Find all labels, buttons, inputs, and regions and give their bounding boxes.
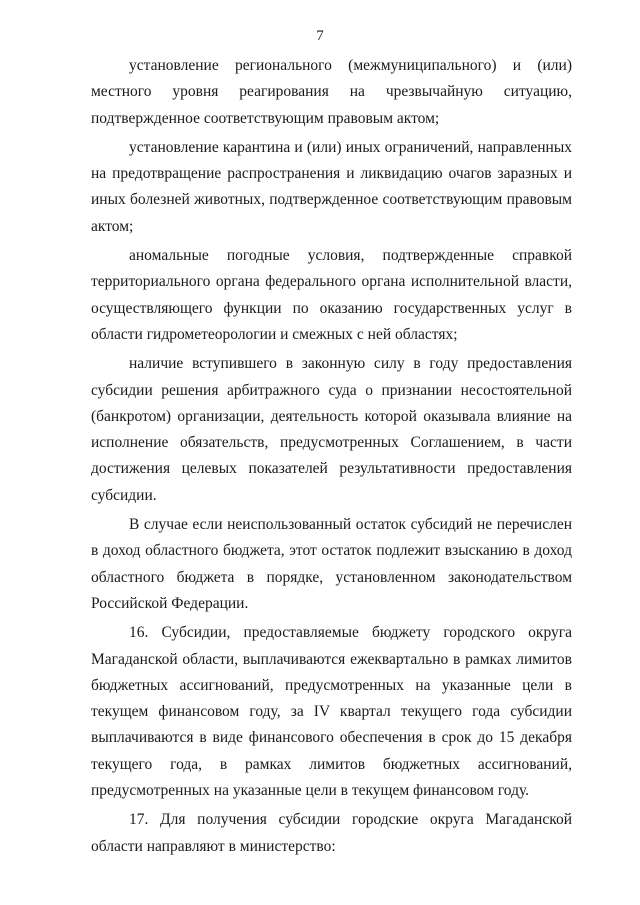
paragraph-item-17: 17. Для получения субсидии городские округа Магаданской области направляют в министерство: <box>91 811 572 855</box>
paragraph-unused-balance: В случае если неиспользованный остаток субсидий не перечислен в доход областного бюджета, этот остаток подлежит взысканию в доход областного бюджета в порядке, установленном законодательством Российской Федерации. <box>91 516 572 612</box>
paragraph-bankruptcy: наличие вступившего в законную силу в году предоставления субсидии решения арбитражного суда о признании несостоятельной (банкротом) организации, деятельность которой оказывала влияние на исполнение обязательств, предусмотренных Соглашением, в части достижения целевых показателей результативности предоставления субсидии. <box>91 355 572 504</box>
paragraph-item-16: 16. Субсидии, предоставляемые бюджету городского округа Магаданской области, выплачиваются ежеквартально в рамках лимитов бюджетных ассигнований, предусмотренных на указанные цели в текущем финансовом году, за IV квартал текущего года субсидии выплачиваются в виде финансового обеспечения в срок до 15 декабря текущего года, в рамках лимитов бюджетных ассигнований, предусмотренных на указанные цели в текущем финансовом году. <box>91 624 572 800</box>
document-body <box>91 53 572 863</box>
paragraph-regional-emergency: установление регионального (межмуниципального) и (или) местного уровня реагирования на чрезвычайную ситуацию, подтвержденное соответствующим правовым актом; <box>91 57 572 127</box>
page-number: 7 <box>316 28 324 44</box>
paragraph-weather-conditions: аномальные погодные условия, подтвержденные справкой территориального органа федерального органа исполнительной власти, осуществляющего функции по оказанию государственных услуг в области гидрометеорологии и смежных с ней областях; <box>91 247 572 343</box>
paragraph-quarantine: установление карантина и (или) иных ограничений, направленных на предотвращение распространения и ликвидацию очагов заразных и иных болезней животных, подтвержденное соответствующим правовым актом; <box>91 138 572 235</box>
